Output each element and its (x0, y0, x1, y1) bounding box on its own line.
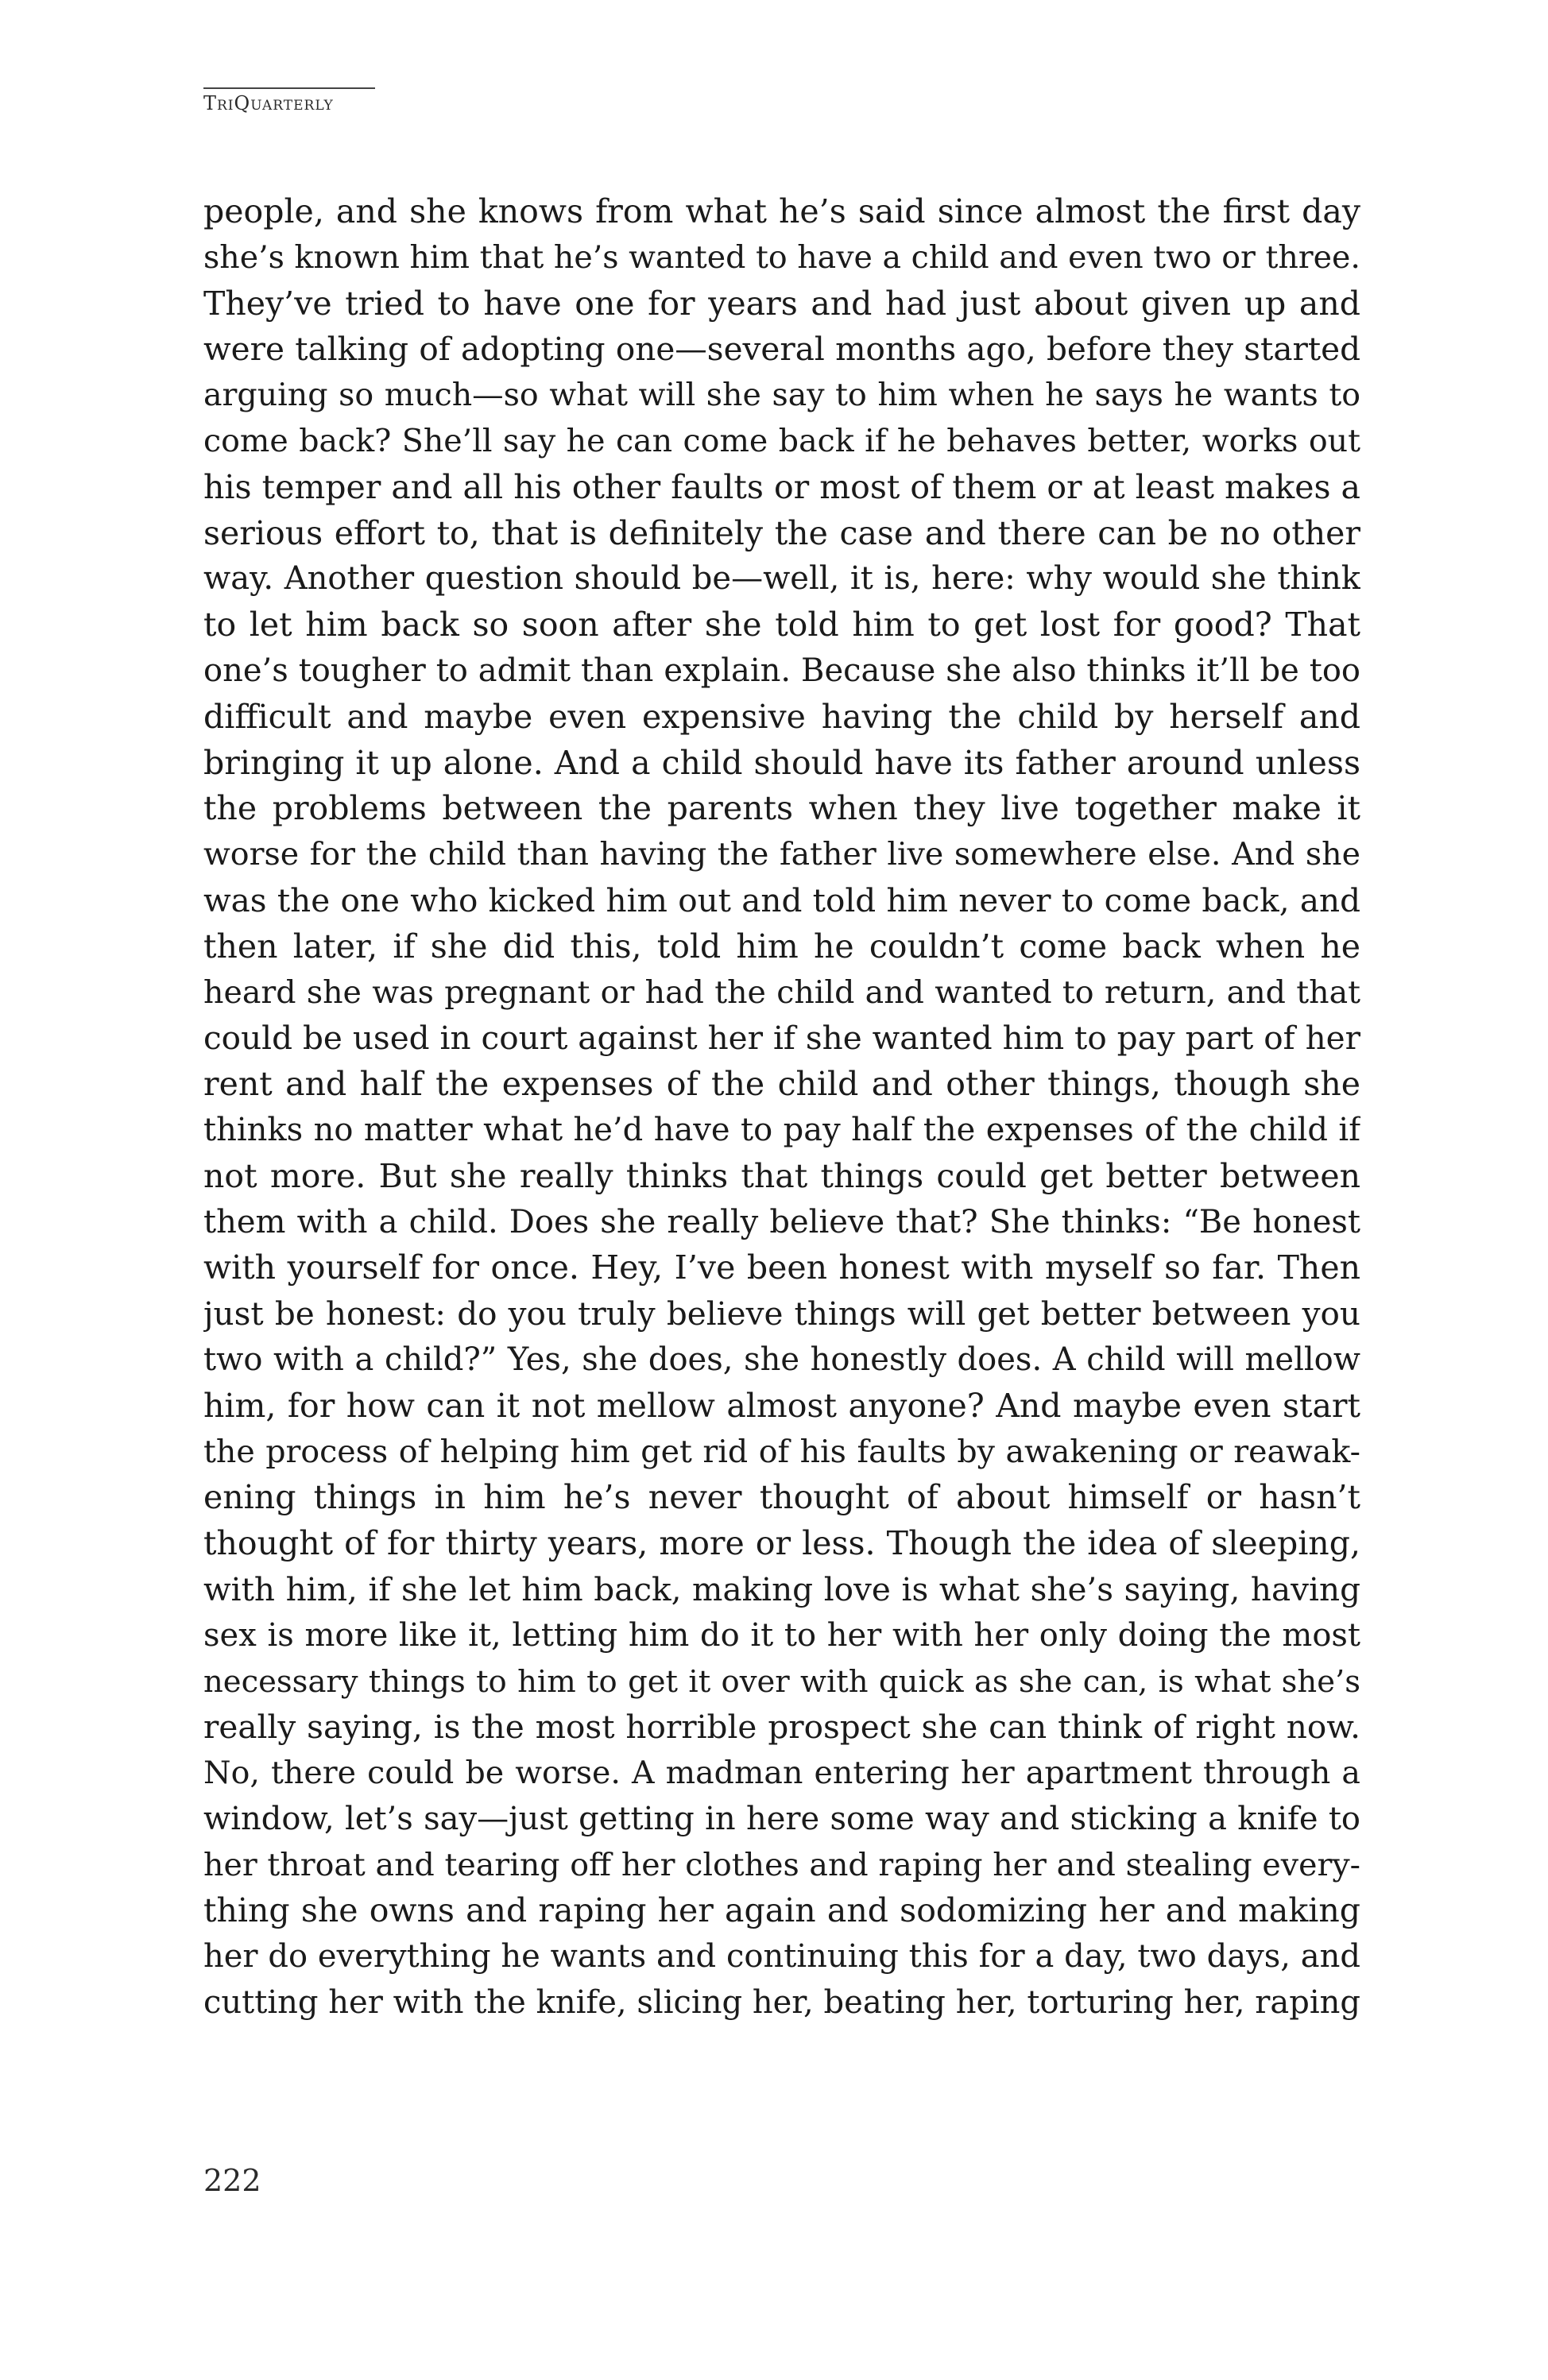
text-line: sex is more like it, letting him do it to her with her only doing the most (203, 1616, 1360, 1654)
text-line: then later, if she did this, told him he couldn’t come back when he (203, 927, 1360, 966)
text-line: necessary things to him to get it over with quick as she can, is what she’s (203, 1663, 1360, 1700)
text-line: people, and she knows from what he’s said since almost the first day (203, 192, 1360, 230)
text-line: with yourself for once. Hey, I’ve been honest with myself so far. Then (203, 1248, 1360, 1287)
text-line: bringing it up alone. And a child should have its father around unless (203, 743, 1360, 782)
body-text (203, 189, 1360, 2026)
text-line: them with a child. Does she really believe that? She thinks: “Be honest (203, 1203, 1360, 1240)
text-line: could be used in court against her if she wanted him to pay part of her (203, 1019, 1360, 1058)
text-line: to let him back so soon after she told him to get lost for good? That (203, 606, 1360, 644)
running-head: TriQuarterly (203, 92, 334, 114)
text-line: rent and half the expenses of the child and other things, though she (203, 1065, 1360, 1104)
text-line: thinks no matter what he’d have to pay half the expenses of the child if (203, 1111, 1360, 1148)
text-line: him, for how can it not mellow almost anyone? And maybe even start (203, 1386, 1360, 1425)
text-line: just be honest: do you truly believe things will get better between you (203, 1294, 1360, 1333)
text-line: way. Another question should be—well, it is, here: why would she think (203, 560, 1360, 598)
page-number: 222 (203, 2163, 261, 2198)
text-line: difficult and maybe even expensive having the child by herself and (203, 697, 1360, 736)
text-line: They’ve tried to have one for years and had just about given up and (203, 284, 1360, 323)
text-line: arguing so much—so what will she say to him when he says he wants to (203, 377, 1360, 414)
text-line: were talking of adopting one—several months ago, before they started (203, 330, 1360, 369)
text-line: the process of helping him get rid of his faults by awakening or reawak- (203, 1433, 1360, 1470)
text-line: window, let’s say—just getting in here some way and sticking a knife to (203, 1800, 1360, 1837)
running-head-rule (203, 87, 375, 89)
text-line: No, there could be worse. A madman entering her apartment through a (203, 1755, 1360, 1792)
text-line: with him, if she let him back, making love is what she’s saying, having (203, 1569, 1360, 1608)
text-line: really saying, is the most horrible prospect she can think of right now. (203, 1708, 1360, 1747)
text-line: cutting her with the knife, slicing her, beating her, torturing her, raping (203, 1984, 1360, 2022)
text-line: her do everything he wants and continuing this for a day, two days, and (203, 1938, 1360, 1976)
text-line: one’s tougher to admit than explain. Because she also thinks it’ll be too (203, 652, 1360, 689)
text-line: the problems between the parents when they live together make it (203, 789, 1360, 828)
text-line: come back? She’ll say he can come back if he behaves better, works out (203, 422, 1360, 459)
text-line: heard she was pregnant or had the child and wanted to return, and that (203, 973, 1360, 1011)
text-line: thought of for thirty years, more or less. Though the idea of sleeping, (203, 1524, 1360, 1563)
text-line: ening things in him he’s never thought of about himself or hasn’t (203, 1478, 1360, 1517)
text-line: thing she owns and raping her again and sodomizing her and making (203, 1891, 1360, 1930)
text-line: worse for the child than having the father live somewhere else. And she (203, 836, 1360, 873)
text-line: his temper and all his other faults or most of them or at least makes a (203, 467, 1360, 506)
text-line: two with a child?” Yes, she does, she honestly does. A child will mellow (203, 1341, 1360, 1378)
text-line: was the one who kicked him out and told him never to come back, and (203, 880, 1360, 919)
text-line: serious effort to, that is definitely the case and there can be no other (203, 513, 1360, 552)
text-line: not more. But she really thinks that things could get better between (203, 1156, 1360, 1195)
text-line: her throat and tearing off her clothes and raping her and stealing every- (203, 1846, 1360, 1883)
text-line: she’s known him that he’s wanted to have a child and even two or three. (203, 238, 1360, 276)
